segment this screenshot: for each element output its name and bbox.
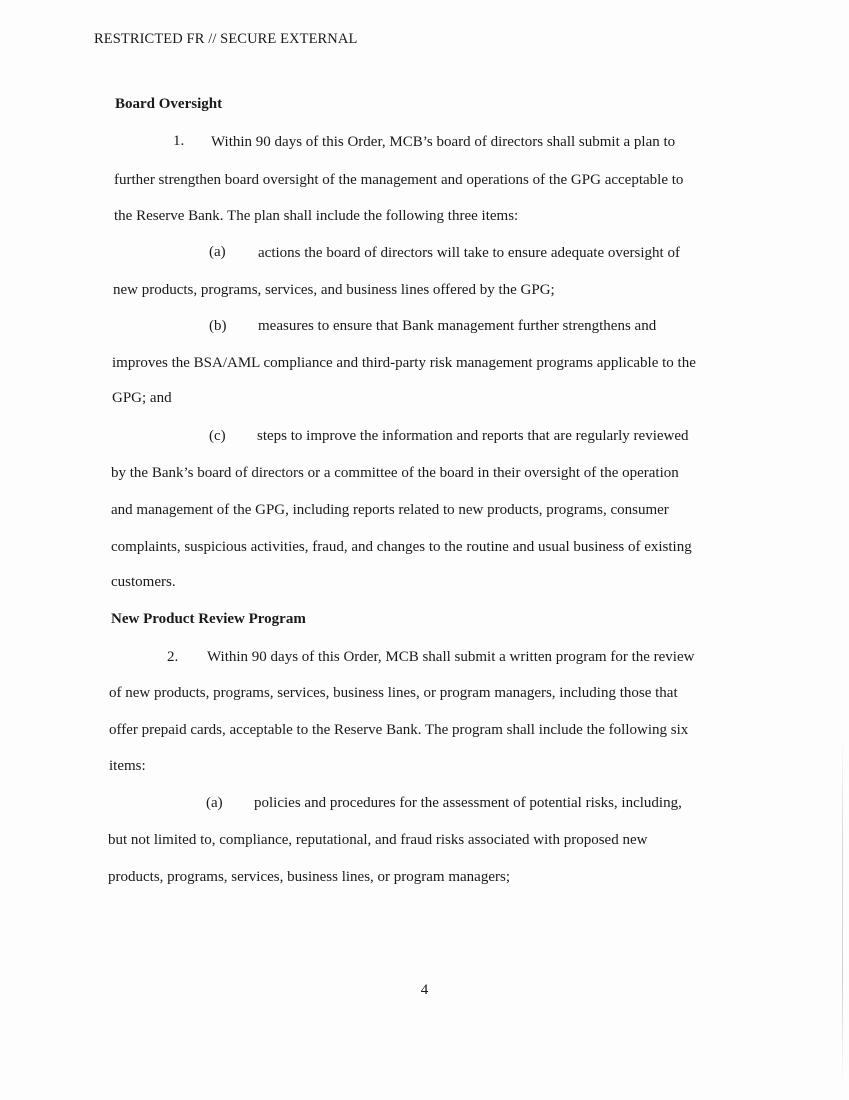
item-label: (b) <box>209 318 227 334</box>
paragraph-line: the Reserve Bank. The plan shall include the following three items: <box>114 208 519 224</box>
paragraph-line: Within 90 days of this Order, MCB’s board of directors shall submit a plan to <box>211 134 676 150</box>
item-line: improves the BSA/AML compliance and third-party risk management programs applicable to the <box>112 355 696 371</box>
item-line: by the Bank’s board of directors or a committee of the board in their oversight of the operation <box>111 465 679 481</box>
item-label: (c) <box>209 428 226 444</box>
item-line: but not limited to, compliance, reputational, and fraud risks associated with proposed new <box>108 832 648 848</box>
item-line: policies and procedures for the assessment of potential risks, including, <box>254 795 682 811</box>
scan-edge-shadow <box>842 730 843 1090</box>
paragraph-line: Within 90 days of this Order, MCB shall submit a written program for the review <box>207 649 695 665</box>
item-label: (a) <box>209 244 226 260</box>
paragraph-number: 1. <box>173 133 185 149</box>
classification-marking: RESTRICTED FR // SECURE EXTERNAL <box>94 31 358 47</box>
paragraph-number: 2. <box>167 649 179 665</box>
paragraph-line: items: <box>109 758 146 774</box>
item-line: GPG; and <box>112 390 172 406</box>
item-line: complaints, suspicious activities, fraud, and changes to the routine and usual business of existing <box>111 539 692 555</box>
section-heading-new-product-review: New Product Review Program <box>111 611 306 627</box>
page-number: 4 <box>420 982 429 998</box>
item-line: products, programs, services, business lines, or program managers; <box>108 869 510 885</box>
section-heading-board-oversight: Board Oversight <box>115 96 223 112</box>
item-line: customers. <box>111 574 176 590</box>
paragraph-line: of new products, programs, services, business lines, or program managers, including those that <box>109 685 678 701</box>
item-label: (a) <box>206 795 223 811</box>
item-line: measures to ensure that Bank management further strengthens and <box>258 318 657 334</box>
item-line: new products, programs, services, and business lines offered by the GPG; <box>113 282 555 298</box>
item-line: steps to improve the information and reports that are regularly reviewed <box>257 428 689 444</box>
paragraph-line: further strengthen board oversight of the management and operations of the GPG acceptable to <box>114 172 684 188</box>
paragraph-line: offer prepaid cards, acceptable to the Reserve Bank. The program shall include the following six <box>109 722 689 738</box>
item-line: and management of the GPG, including reports related to new products, programs, consumer <box>111 502 669 518</box>
item-line: actions the board of directors will take to ensure adequate oversight of <box>258 245 680 261</box>
